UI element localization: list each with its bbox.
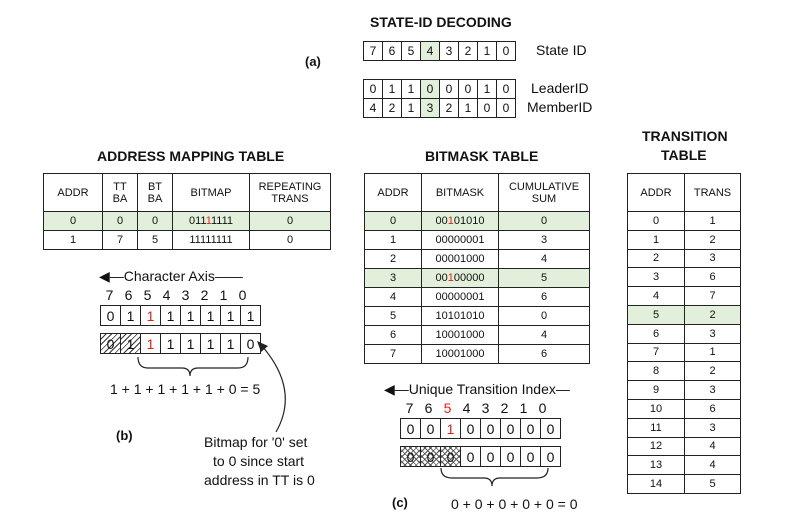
bit-cell: 1 [160, 333, 181, 354]
member-cell: 2 [383, 99, 402, 117]
bit-index: 5 [143, 287, 152, 303]
leader-cell: 0 [502, 82, 510, 96]
bit-cell: 0 [420, 446, 441, 467]
bit-cell: 1 [140, 305, 161, 326]
bit-cell: 0 [460, 446, 481, 467]
table-cell: 0 [365, 212, 422, 231]
bit-cell: 1 [240, 305, 261, 326]
table-cell: 6 [499, 345, 590, 364]
leader-cell: 0 [421, 80, 440, 98]
character-axis-label: Character Axis [123, 268, 215, 284]
transition-table-title-1: TRANSITION [642, 128, 728, 144]
bit-cell: 0 [240, 333, 261, 354]
table-cell: 1 [685, 343, 741, 362]
table-cell: 0 [628, 212, 685, 231]
table-cell: 0 [499, 212, 590, 231]
table-cell: 00000001 [422, 288, 499, 307]
member-cell: 4 [364, 99, 383, 117]
bit-index: 7 [105, 287, 114, 303]
table-cell: 4 [499, 326, 590, 345]
table-cell: 6 [499, 288, 590, 307]
table-cell: 5 [499, 269, 590, 288]
table-cell: 3 [685, 418, 741, 437]
table-cell: 4 [628, 287, 685, 306]
unique-transition-axis-row [384, 381, 570, 398]
arrow-left-icon: ◀— [99, 268, 124, 284]
table-cell: 4 [685, 437, 741, 456]
bit-cell: 0 [100, 305, 121, 326]
transition-table-title-2: TABLE [661, 147, 707, 163]
bitmask-cell: 00101010 [422, 212, 499, 231]
bit-index: 3 [481, 400, 490, 416]
col-header: REPEATING TRANS [250, 174, 331, 212]
table-cell: 10001000 [422, 345, 499, 364]
note-line-2: to 0 since start [213, 453, 305, 469]
col-header: BITMAP [173, 174, 250, 212]
bitmask-table-title: BITMASK TABLE [425, 148, 539, 164]
bit-cell: 0 [500, 446, 521, 467]
bitmask-row [400, 418, 560, 439]
col-header: CUMULATIVE SUM [499, 174, 590, 212]
table-cell: 10001000 [422, 326, 499, 345]
member-cell: 2 [440, 99, 459, 117]
bit-cell: 1 [120, 333, 141, 354]
leader-cell: 0 [440, 80, 459, 98]
table-cell: 1 [685, 212, 741, 231]
state-cell: 2 [459, 42, 478, 60]
leader-cell: 0 [459, 80, 478, 98]
state-cell: 1 [478, 42, 497, 60]
leader-cell: 1 [478, 80, 497, 98]
table-cell: 2 [685, 230, 741, 249]
table-cell: 11 [628, 418, 685, 437]
bit-index: 4 [162, 287, 171, 303]
table-cell: 7 [685, 287, 741, 306]
bit-cell: 0 [400, 418, 421, 439]
bit-index: 6 [424, 400, 433, 416]
member-id-label: MemberID [527, 99, 593, 115]
curved-arrow [262, 346, 285, 432]
table-cell: 2 [685, 305, 741, 324]
bit-index: 0 [538, 400, 547, 416]
col-header: BT BA [138, 174, 173, 212]
state-cell: 6 [383, 42, 402, 60]
table-cell: 10101010 [422, 307, 499, 326]
dash-line: — [555, 381, 570, 397]
table-cell: 2 [685, 362, 741, 381]
bitmask-cell: 00100000 [422, 269, 499, 288]
state-cell: 3 [440, 42, 459, 60]
state-cell: 0 [502, 44, 510, 58]
bit-cell: 1 [220, 305, 241, 326]
table-cell: 2 [628, 249, 685, 268]
table-cell: 0 [103, 212, 138, 231]
member-cell: 1 [402, 99, 421, 117]
bit-cell: 0 [400, 446, 421, 467]
member-cell: 0 [502, 101, 510, 115]
table-cell: 9 [628, 381, 685, 400]
table-cell: 6 [628, 324, 685, 343]
member-cell: 1 [459, 99, 478, 117]
bit-cell: 1 [200, 305, 221, 326]
bit-index: 1 [519, 400, 528, 416]
table-cell: 00001000 [422, 250, 499, 269]
bit-index: 7 [405, 400, 414, 416]
bit-index: 3 [181, 287, 190, 303]
bit-index: 1 [219, 287, 228, 303]
brace-c [441, 468, 548, 486]
table-cell: 12 [628, 437, 685, 456]
table-cell: 14 [628, 475, 685, 494]
table-cell: 7 [628, 343, 685, 362]
table-cell: 6 [365, 326, 422, 345]
leader-cell: 0 [364, 80, 383, 98]
table-cell: 1 [44, 231, 103, 250]
table-cell: 3 [628, 268, 685, 287]
table-cell: 5 [138, 231, 173, 250]
col-header: TRANS [685, 174, 741, 212]
table-cell: 00000001 [422, 231, 499, 250]
unique-transition-label: Unique Transition Index [408, 381, 556, 397]
bit-index: 5 [443, 400, 452, 416]
bit-cell: 0 [480, 418, 501, 439]
bit-cell: 1 [180, 305, 201, 326]
sum-b: 1 + 1 + 1 + 1 + 1 + 0 = 5 [110, 381, 261, 397]
table-cell: 6 [685, 268, 741, 287]
state-id-label: State ID [536, 42, 587, 58]
col-header: ADDR [628, 174, 685, 212]
bit-cell: 1 [200, 333, 221, 354]
col-header: TT BA [103, 174, 138, 212]
table-cell: 3 [685, 324, 741, 343]
bit-cell: 1 [220, 333, 241, 354]
bit-cell: 0 [520, 418, 541, 439]
note-line-1: Bitmap for '0' set [204, 434, 308, 450]
sum-c: 0 + 0 + 0 + 0 + 0 = 0 [451, 496, 578, 512]
label-a: (a) [305, 54, 321, 69]
table-cell: 2 [365, 250, 422, 269]
col-header: ADDR [44, 174, 103, 212]
dash-line: —— [214, 268, 243, 284]
table-cell: 0 [138, 212, 173, 231]
bit-index: 4 [462, 400, 471, 416]
table-cell: 4 [685, 456, 741, 475]
table-cell: 1 [628, 230, 685, 249]
table-cell: 0 [250, 212, 331, 231]
address-table-title: ADDRESS MAPPING TABLE [97, 148, 285, 164]
bit-cell: 0 [440, 446, 461, 467]
state-cell: 5 [402, 42, 421, 60]
label-c: (c) [392, 495, 408, 510]
table-cell: 11111111 [173, 231, 250, 250]
table-cell: 1 [365, 231, 422, 250]
bit-cell: 0 [480, 446, 501, 467]
table-cell: 3 [685, 381, 741, 400]
bit-index-row [400, 400, 552, 416]
member-cell: 0 [478, 99, 497, 117]
state-cell: 4 [421, 42, 440, 60]
table-cell: 7 [365, 345, 422, 364]
bit-cell: 0 [540, 418, 561, 439]
bit-cell: 1 [440, 418, 461, 439]
table-cell: 5 [628, 305, 685, 324]
bit-index: 6 [124, 287, 133, 303]
bit-cell: 0 [420, 418, 441, 439]
bit-cell: 1 [120, 305, 141, 326]
table-cell: 4 [499, 250, 590, 269]
label-b: (b) [116, 428, 133, 443]
table-cell: 0 [499, 307, 590, 326]
table-cell: 0 [250, 231, 331, 250]
bit-index: 0 [238, 287, 247, 303]
table-cell: 4 [365, 288, 422, 307]
note-line-3: address in TT is 0 [204, 472, 315, 488]
table-cell: 5 [685, 475, 741, 494]
bit-cell: 1 [140, 333, 161, 354]
table-cell: 3 [365, 269, 422, 288]
member-cell: 3 [421, 99, 440, 117]
table-cell: 0 [44, 212, 103, 231]
table-cell: 5 [365, 307, 422, 326]
leader-id-label: LeaderID [531, 80, 589, 96]
bit-index: 2 [200, 287, 209, 303]
state-id-title: STATE-ID DECODING [370, 14, 512, 30]
table-cell: 13 [628, 456, 685, 475]
bit-cell: 1 [160, 305, 181, 326]
bit-cell: 1 [180, 333, 201, 354]
bitmap-cell: 01111111 [173, 212, 250, 231]
col-header: ADDR [365, 174, 422, 212]
brace-b [138, 357, 248, 376]
col-header: BITMASK [422, 174, 499, 212]
masked-bitmask-row [400, 446, 560, 467]
table-cell: 8 [628, 362, 685, 381]
bit-cell: 0 [460, 418, 481, 439]
table-cell: 3 [685, 249, 741, 268]
bit-cell: 0 [100, 333, 121, 354]
bit-cell: 0 [520, 446, 541, 467]
state-cell: 7 [364, 42, 383, 60]
table-cell: 7 [103, 231, 138, 250]
arrow-left-icon: ◀— [384, 381, 409, 397]
table-cell: 10 [628, 399, 685, 418]
bit-cell: 0 [540, 446, 561, 467]
table-cell: 6 [685, 399, 741, 418]
bit-index: 2 [500, 400, 509, 416]
leader-cell: 1 [383, 80, 402, 98]
leader-cell: 1 [402, 80, 421, 98]
table-cell: 3 [499, 231, 590, 250]
bit-cell: 0 [500, 418, 521, 439]
